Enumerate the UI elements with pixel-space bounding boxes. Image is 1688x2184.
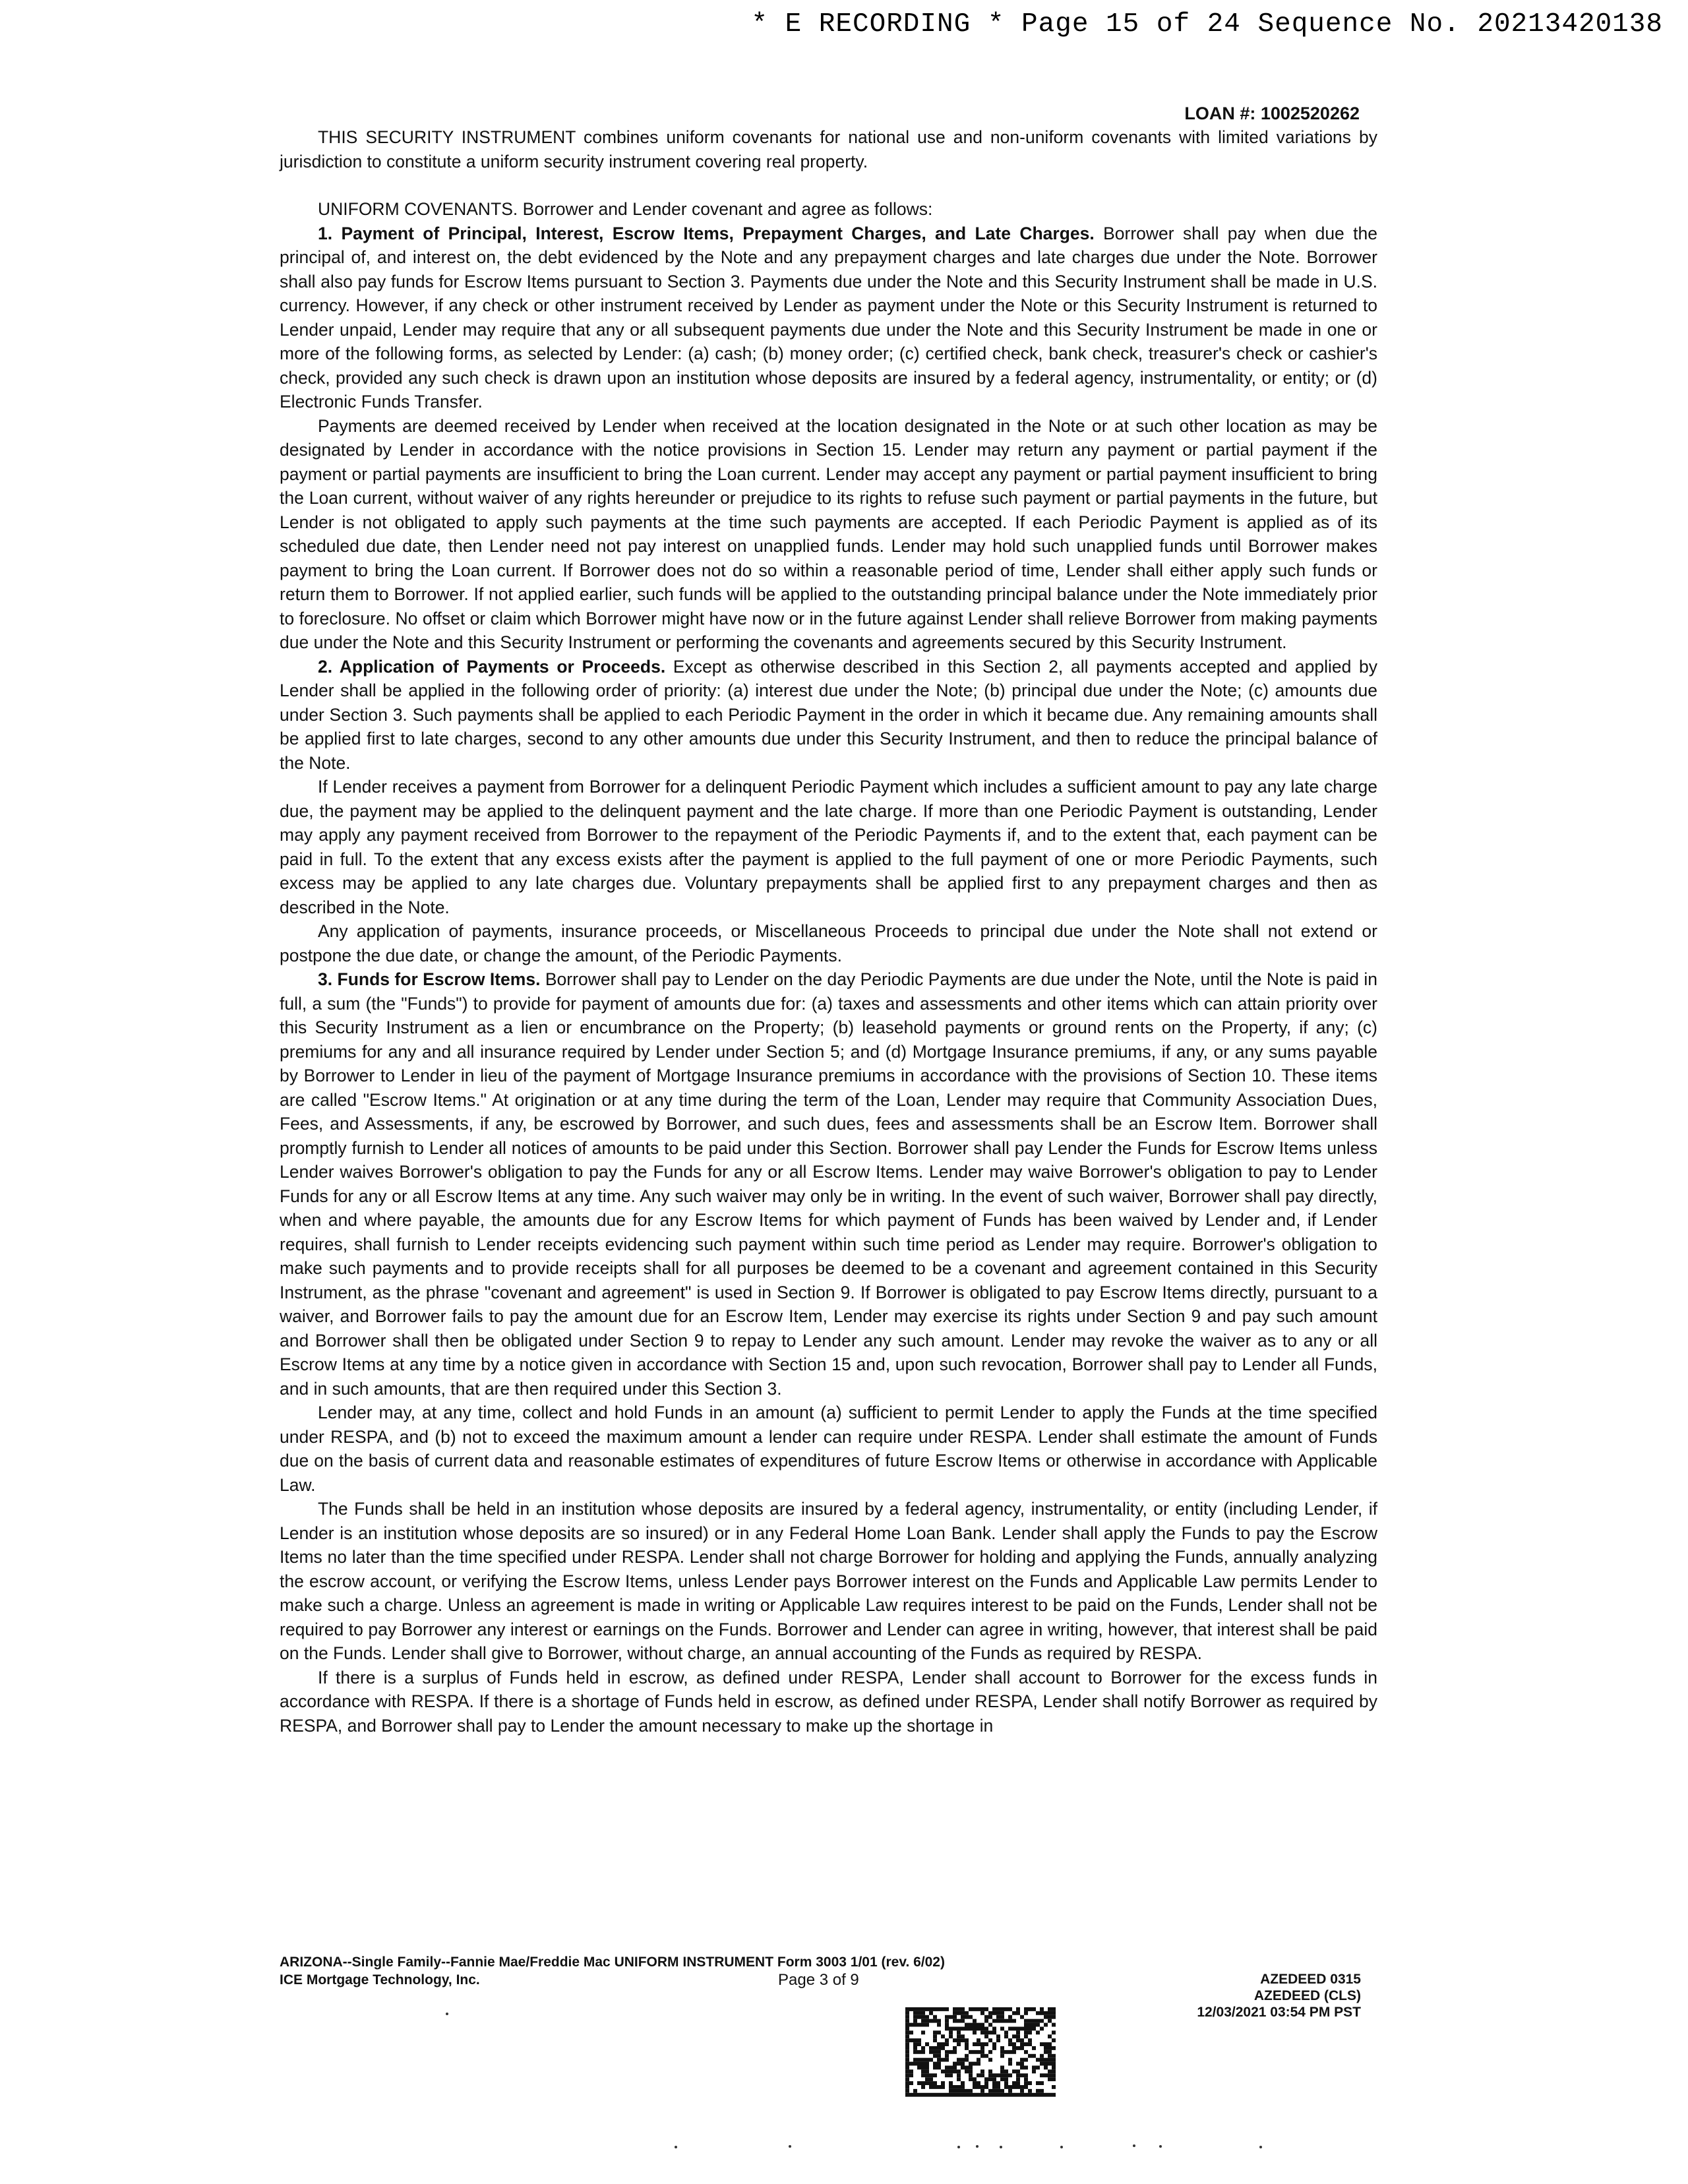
footer-code-2: AZEDEED (CLS) [1253,1988,1361,2003]
2d-barcode-icon [905,2007,1056,2097]
scan-speck [1159,2145,1162,2148]
document-body [280,125,1377,1738]
footer-codes [1197,1971,1361,2020]
uniform-covenants-paragraph: UNIFORM COVENANTS. Borrower and Lender covenant and agree as follows: [318,199,933,219]
scan-speck [789,2145,791,2148]
section-3-paragraph-3: The Funds shall be held in an institution whose deposits are insured by a federal agency, instrumentality, or entity (including Lender, if Lender is an institution whose deposits are so insured) or in any Federal Home Loan Bank. Lender shall apply the Funds to pay the Escrow Items no later than the time specified under RESPA. Lender shall not charge Borrower for holding and applying the Funds, annually analyzing the escrow account, or verifying the Escrow Items, unless Lender pays Borrower interest on the Funds and Applicable Law permits Lender to make such a charge. Unless an agreement is made in writing or Applicable Law requires interest to be paid on the Funds, Lender shall not be required to pay Borrower any interest or earnings on the Funds. Borrower and Lender can agree in writing, however, that interest shall be paid on the Funds. Lender shall give to Borrower, without charge, an annual accounting of the Funds as required by RESPA. [280,1499,1377,1663]
footer-code-1: AZEDEED 0315 [1260,1972,1361,1987]
scan-speck [446,2013,448,2015]
footer-company: ICE Mortgage Technology, Inc. [280,1972,480,1987]
scan-speck [976,2145,979,2148]
section-3-heading: 3. Funds for Escrow Items. [318,969,541,989]
section-1-paragraph-2: Payments are deemed received by Lender when received at the location designated in the Note or at such other location as may be designated by Lender in accordance with the notice provisions in Section 15. Lender may return any payment or partial payment if the payment or partial payments are insufficient to bring the Loan current. Lender may accept any payment or partial payment insufficient to bring the Loan current, without waiver of any rights hereunder or prejudice to its rights to refuse such payment or partial payments in the future, but Lender is not obligated to apply such payments at the time such payments are accepted. If each Periodic Payment is applied as of its scheduled due date, then Lender need not pay interest on unapplied funds. Lender may hold such unapplied funds until Borrower makes payment to bring the Loan current. If Borrower does not do so within a reasonable period of time, Lender shall either apply such funds or return them to Borrower. If not applied earlier, such funds will be applied to the outstanding principal balance under the Note immediately prior to foreclosure. No offset or claim which Borrower might have now or in the future against Lender shall relieve Borrower from making payments due under the Note and this Security Instrument or performing the covenants and agreements secured by this Security Instrument. [280,415,1377,652]
section-3-paragraph-4: If there is a surplus of Funds held in escrow, as defined under RESPA, Lender shall account to Borrower for the excess funds in accordance with RESPA. If there is a shortage of Funds held in escrow, as defined under RESPA, Lender shall notify Borrower as required by RESPA, and Borrower shall pay to Lender the amount necessary to make up the shortage in [280,1667,1377,1736]
section-1-paragraph [280,222,1377,414]
footer-form-line: ARIZONA--Single Family--Fannie Mae/Freddie Mac UNIFORM INSTRUMENT Form 3003 1/01 (rev. 6/02) [280,1955,945,1970]
section-1-text: Borrower shall pay when due the principal of, and interest on, the debt evidenced by the Note and any prepayment charges and late charges due under the Note. Borrower shall also pay funds for Escrow Items pursuant to Section 3. Payments due under the Note and this Security Instrument shall be made in U.S. currency. However, if any check or other instrument received by Lender as payment under the Note or this Security Instrument is returned to Lender unpaid, Lender may require that any or all subsequent payments due under the Note and this Security Instrument be made in one or more of the following forms, as selected by Lender: (a) cash; (b) money order; (c) certified check, bank check, treasurer's check or cashier's check, provided any such check is drawn upon an institution whose deposits are insured by a federal agency, instrumentality, or entity; or (d) Electronic Funds Transfer. [280,223,1377,411]
section-3-paragraph-2: Lender may, at any time, collect and hold Funds in an amount (a) sufficient to permit Lender to apply the Funds at the time specified under RESPA, and (b) not to exceed the maximum amount a lender can require under RESPA. Lender shall estimate the amount of Funds due on the basis of current data and reasonable estimates of expenditures of future Escrow Items or otherwise in accordance with Applicable Law. [280,1403,1377,1495]
scan-speck [675,2146,677,2148]
loan-number: LOAN #: 1002520262 [1184,104,1360,123]
section-1-heading: 1. Payment of Principal, Interest, Escrow Items, Prepayment Charges, and Late Charges. [318,223,1095,243]
intro-paragraph: THIS SECURITY INSTRUMENT combines uniform covenants for national use and non-uniform covenants with limited variations by jurisdiction to constitute a uniform security instrument covering real property. [280,127,1377,171]
scan-speck [1133,2144,1135,2147]
section-2-paragraph-2: If Lender receives a payment from Borrower for a delinquent Periodic Payment which includes a sufficient amount to pay any late charge due, the payment may be applied to the delinquent payment and the late charge. If more than one Periodic Payment is outstanding, Lender may apply any payment received from Borrower to the repayment of the Periodic Payments if, and to the extent that, each payment can be paid in full. To the extent that any excess exists after the payment is applied to the full payment of one or more Periodic Payments, such excess may be applied to any late charges due. Voluntary prepayments shall be applied first to any prepayment charges and then as described in the Note. [280,777,1377,917]
scan-speck [957,2146,960,2148]
footer-timestamp: 12/03/2021 03:54 PM PST [1197,2005,1361,2020]
section-3-paragraph [280,967,1377,1401]
recording-header: * E RECORDING * Page 15 of 24 Sequence No. 20213420138 [751,9,1663,40]
scan-speck [1259,2146,1262,2148]
section-2-text: Except as otherwise described in this Section 2, all payments accepted and applied by Lender shall be applied in the following order of priority: (a) interest due under the Note; (b) principal due under the Note; (c) amounts due under Section 3. Such payments shall be applied to each Periodic Payment in the order in which it became due. Any remaining amounts shall be applied first to late charges, second to any other amounts due under this Security Instrument, and then to reduce the principal balance of the Note. [280,656,1377,773]
footer-page-number: Page 3 of 9 [778,1971,859,1989]
section-2-paragraph-3: Any application of payments, insurance proceeds, or Miscellaneous Proceeds to principal due under the Note shall not extend or postpone the due date, or change the amount, of the Periodic Payments. [280,921,1377,965]
scan-speck [1000,2146,1002,2148]
section-3-text: Borrower shall pay to Lender on the day Periodic Payments are due under the Note, until the Note is paid in full, a sum (the "Funds") to provide for payment of amounts due for: (a) taxes and assessments and other items which can attain priority over this Security Instrument as a lien or encumbrance on the Property; (b) leasehold payments or ground rents on the Property, if any; (c) premiums for any and all insurance required by Lender under Section 5; and (d) Mortgage Insurance premiums, if any, or any sums payable by Borrower to Lender in lieu of the payment of Mortgage Insurance premiums in accordance with the provisions of Section 10. These items are called "Escrow Items." At origination or at any time during the term of the Loan, Lender may require that Community Association Dues, Fees, and Assessments, if any, be escrowed by Borrower, and such dues, fees and assessments shall be an Escrow Item. Borrower shall promptly furnish to Lender all notices of amounts to be paid under this Section. Borrower shall pay Lender the Funds for Escrow Items unless Lender waives Borrower's obligation to pay the Funds for any or all Escrow Items. Lender may waive Borrower's obligation to pay to Lender Funds for any or all Escrow Items at any time. Any such waiver may only be in writing. In the event of such waiver, Borrower shall pay directly, when and where payable, the amounts due for any Escrow Items for which payment of Funds has been waived by Lender and, if Lender requires, shall furnish to Lender receipts evidencing such payment within such time period as Lender may require. Borrower's obligation to make such payments and to provide receipts shall for all purposes be deemed to be a covenant and agreement contained in this Security Instrument, as the phrase "covenant and agreement" is used in Section 9. If Borrower is obligated to pay Escrow Items directly, pursuant to a waiver, and Borrower fails to pay the amount due for an Escrow Item, Lender may exercise its rights under Section 9 and pay such amount and Borrower shall then be obligated under Section 9 to repay to Lender any such amount. Lender may revoke the waiver as to any or all Escrow Items at any time by a notice given in accordance with Section 15 and, upon such revocation, Borrower shall pay to Lender all Funds, and in such amounts, that are then required under this Section 3. [280,969,1377,1399]
section-2-paragraph [280,655,1377,775]
scan-speck [1060,2146,1063,2148]
section-2-heading: 2. Application of Payments or Proceeds. [318,656,666,677]
